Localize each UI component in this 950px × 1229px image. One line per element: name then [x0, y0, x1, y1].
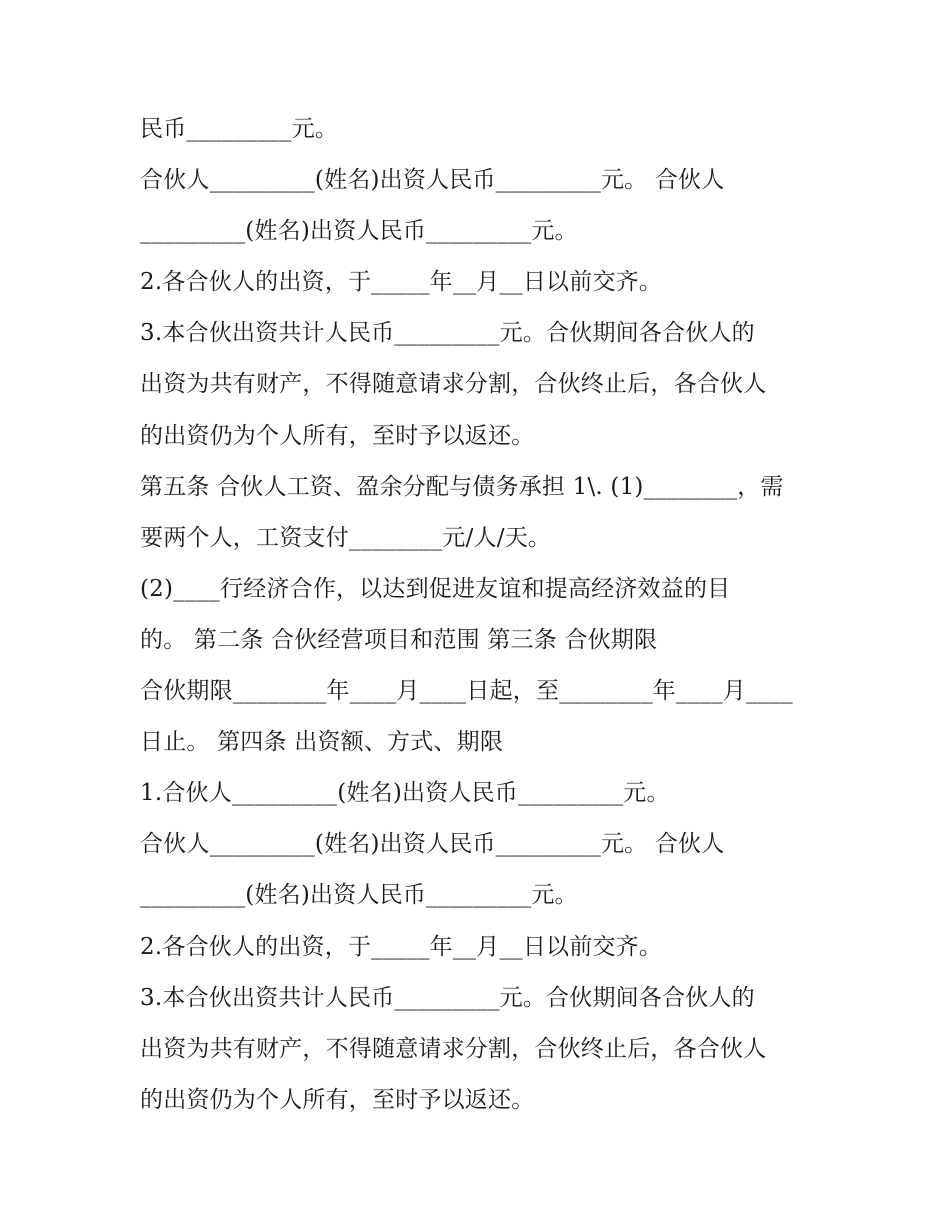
- text-line: (2)____行经济合作，以达到促进友谊和提高经济效益的目: [140, 575, 731, 602]
- text-line: 出资为共有财产，不得随意请求分割，合伙终止后，各合伙人: [140, 1035, 767, 1062]
- text-line: 要两个人，工资支付________元/人/天。: [140, 524, 552, 551]
- text-line: _________(姓名)出资人民币_________元。: [140, 218, 578, 245]
- text-line: 出资为共有财产，不得随意请求分割，合伙终止后，各合伙人: [140, 371, 767, 398]
- text-line: 3.本合伙出资共计人民币_________元。合伙期间各合伙人的: [140, 320, 755, 347]
- text-line: 合伙期限________年____月____日起，至________年____月____: [140, 678, 793, 705]
- text-line: 的。 第二条 合伙经营项目和范围 第三条 合伙期限: [140, 626, 658, 653]
- text-line: 合伙人_________(姓名)出资人民币_________元。 合伙人: [140, 831, 725, 858]
- text-line: 2.各合伙人的出资，于_____年__月__日以前交齐。: [140, 269, 663, 296]
- text-line: 日止。 第四条 出资额、方式、期限: [140, 729, 504, 756]
- text-line: _________(姓名)出资人民币_________元。: [140, 882, 578, 909]
- text-line: 的出资仍为个人所有，至时予以返还。: [140, 422, 535, 449]
- text-line: 民币_________元。: [140, 116, 339, 142]
- text-line: 的出资仍为个人所有，至时予以返还。: [140, 1086, 535, 1113]
- text-line: 第五条 合伙人工资、盈余分配与债务承担 1\. (1)________，需: [140, 473, 784, 500]
- text-line: 2.各合伙人的出资，于_____年__月__日以前交齐。: [140, 933, 663, 960]
- document-body: [140, 104, 830, 1126]
- text-line: 3.本合伙出资共计人民币_________元。合伙期间各合伙人的: [140, 984, 755, 1011]
- text-line: 1.合伙人_________(姓名)出资人民币_________元。: [140, 780, 670, 807]
- text-line: 合伙人_________(姓名)出资人民币_________元。 合伙人: [140, 167, 725, 194]
